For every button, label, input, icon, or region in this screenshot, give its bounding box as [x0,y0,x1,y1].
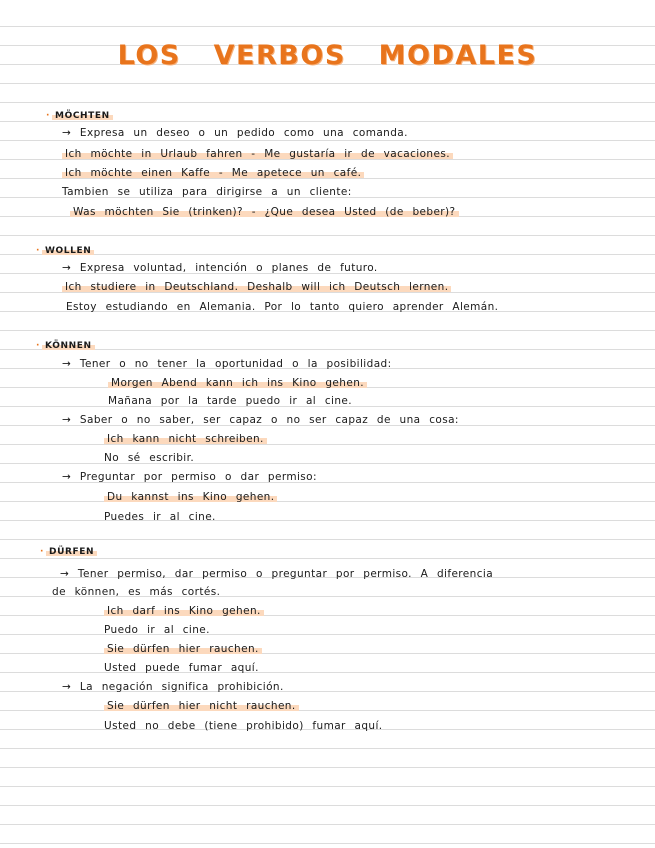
section-heading-mochten: · MÖCHTEN [46,109,113,123]
note-line: → Tener permiso, dar permiso o preguntar por permiso. A diferencia [60,568,494,580]
section-heading-wollen: · WOLLEN [36,244,94,258]
note-line: Ich kann nicht schreiben. [104,432,267,446]
note-line: Mañana por la tarde puedo ir al cine. [108,395,352,407]
bullet-dot: · [46,111,51,121]
note-line: Sie dürfen hier rauchen. [104,642,262,656]
note-line: de können, es más cortés. [52,586,221,598]
note-line: Puedo ir al cine. [104,624,210,636]
note-line: → Tener o no tener la oportunidad o la posibilidad: [62,358,392,370]
note-line: Morgen Abend kann ich ins Kino gehen. [108,376,367,390]
note-line: No sé escribir. [104,452,195,464]
note-line: → Expresa voluntad, intención o planes de futuro. [62,262,378,274]
bullet-dot: · [36,246,41,256]
note-line: Ich möchte einen Kaffe - Me apetece un café. [62,166,364,180]
bullet-dot: · [40,547,45,557]
note-line: → Preguntar por permiso o dar permiso: [62,471,317,483]
note-line: Usted no debe (tiene prohibido) fumar aquí. [104,720,383,732]
note-line: Ich darf ins Kino gehen. [104,604,264,618]
note-line: Estoy estudiando en Alemania. Por lo tanto quiero aprender Alemán. [66,301,499,313]
note-line: → Saber o no saber, ser capaz o no ser capaz de una cosa: [62,414,459,426]
note-line: Sie dürfen hier nicht rauchen. [104,699,299,713]
note-line: → Expresa un deseo o un pedido como una comanda. [62,127,408,139]
bullet-dot: · [36,341,41,351]
note-line: Usted puede fumar aquí. [104,662,259,674]
note-line: Ich möchte in Urlaub fahren - Me gustaría ir de vacaciones. [62,147,453,161]
section-heading-durfen: · DÜRFEN [40,545,97,559]
section-heading-konnen: · KÖNNEN [36,339,95,353]
note-line: → La negación significa prohibición. [62,681,284,693]
note-line: Puedes ir al cine. [104,511,216,523]
note-line: Was möchten Sie (trinken)? - ¿Que desea Usted (de beber)? [70,205,459,219]
note-line: Du kannst ins Kino gehen. [104,490,277,504]
page-title: LOS VERBOS MODALES [117,40,538,71]
note-line: Tambien se utiliza para dirigirse a un cliente: [62,186,352,198]
note-line: Ich studiere in Deutschland. Deshalb will ich Deutsch lernen. [62,280,451,294]
